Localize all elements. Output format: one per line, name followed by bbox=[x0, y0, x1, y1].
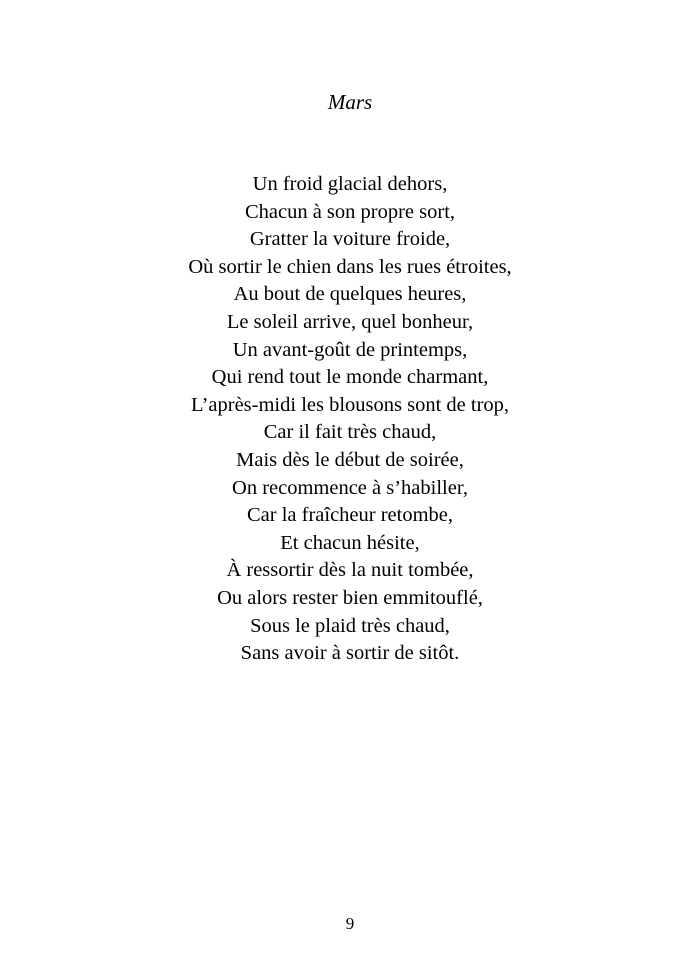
poem-line: Qui rend tout le monde charmant, bbox=[211, 366, 489, 389]
page-number: 9 bbox=[345, 914, 355, 933]
poem-line: Au bout de quelques heures, bbox=[233, 283, 467, 306]
poem-line: Où sortir le chien dans les rues étroites, bbox=[188, 255, 512, 278]
poem-line: À ressortir dès la nuit tombée, bbox=[226, 559, 474, 582]
poem-line: Un avant-goût de printemps, bbox=[232, 338, 468, 361]
poem-line: On recommence à s’habiller, bbox=[232, 476, 468, 499]
poem-line: Car il fait très chaud, bbox=[263, 421, 437, 444]
poem-line: L’après-midi les blousons sont de trop, bbox=[190, 393, 510, 416]
poem-line: Sans avoir à sortir de sitôt. bbox=[240, 642, 460, 665]
poem-title: Mars bbox=[327, 90, 373, 114]
poem-line: Chacun à son propre sort, bbox=[244, 200, 456, 223]
poem-line: Un froid glacial dehors, bbox=[252, 173, 448, 195]
poem-line: Mais dès le début de soirée, bbox=[236, 448, 464, 471]
poem-line: Car la fraîcheur retombe, bbox=[246, 504, 454, 527]
poem-line: Ou alors rester bien emmitouflé, bbox=[217, 586, 483, 609]
poem-line: Sous le plaid très chaud, bbox=[250, 614, 450, 637]
poem-line: Et chacun hésite, bbox=[280, 531, 420, 554]
poem-body bbox=[0, 171, 700, 668]
poem-line: Le soleil arrive, quel bonheur, bbox=[226, 310, 474, 333]
poem-line: Gratter la voiture froide, bbox=[249, 228, 451, 251]
